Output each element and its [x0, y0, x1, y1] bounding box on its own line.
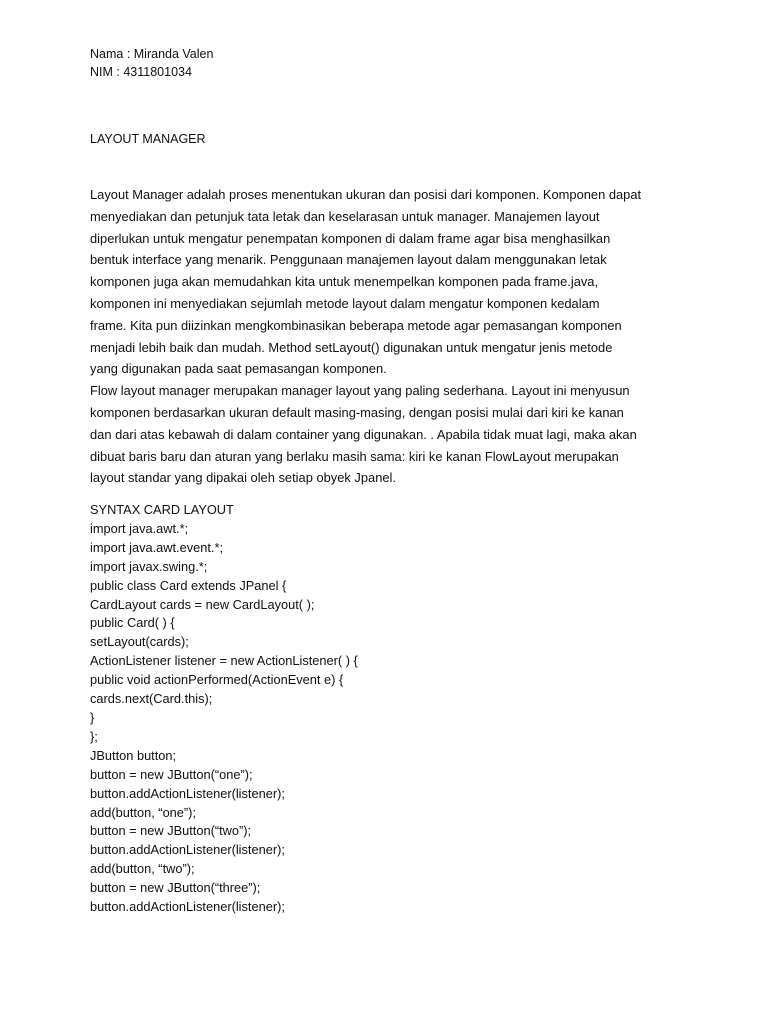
code-line: button.addActionListener(listener);	[90, 785, 285, 801]
paragraph-line: Flow layout manager merupakan manager layout yang paling sederhana. Layout ini menyusun	[90, 383, 630, 399]
code-line: button = new JButton(“one”);	[90, 766, 253, 782]
paragraph-line: komponen juga akan memudahkan kita untuk menempelkan komponen pada frame.java,	[90, 274, 599, 290]
document-content	[90, 45, 670, 915]
code-line: add(button, “one”);	[90, 804, 196, 820]
code-line: public class Card extends JPanel {	[90, 577, 287, 593]
code-line: import java.awt.event.*;	[90, 539, 224, 555]
code-line: button = new JButton(“three”);	[90, 880, 261, 896]
code-line: public Card( ) {	[90, 615, 175, 631]
code-line: ActionListener listener = new ActionListener( ) {	[90, 653, 358, 669]
paragraph-layout-manager	[90, 184, 670, 380]
code-line: button.addActionListener(listener);	[90, 842, 285, 858]
code-line: add(button, “two”);	[90, 861, 195, 877]
code-block	[90, 501, 358, 917]
code-line: button = new JButton(“two”);	[90, 823, 252, 839]
paragraph-line: menyediakan dan petunjuk tata letak dan keselarasan untuk manager. Manajemen layout	[90, 208, 600, 224]
paragraph-line: bentuk interface yang menarik. Penggunaan manajemen layout dalam menggunakan letak	[90, 252, 607, 268]
paragraph-line: dan dari atas kebawah di dalam container yang digunakan. . Apabila tidak muat lagi, maka akan	[90, 426, 637, 442]
code-line: import java.awt.*;	[90, 520, 189, 536]
body-text	[90, 184, 670, 489]
paragraph-flow-layout	[90, 380, 670, 489]
document-title: LAYOUT MANAGER	[90, 132, 206, 146]
code-line: }	[90, 709, 95, 725]
paragraph-line: menjadi lebih baik dan mudah. Method setLayout() digunakan untuk mengatur jenis metode	[90, 339, 613, 355]
paragraph-line: dibuat baris baru dan aturan yang berlaku masih sama: kiri ke kanan FlowLayout merupakan	[90, 448, 619, 464]
paragraph-line: diperlukan untuk mengatur penempatan komponen di dalam frame agar bisa menghasilkan	[90, 230, 611, 246]
paragraph-line: layout standar yang dipakai oleh setiap obyek Jpanel.	[90, 470, 397, 486]
code-line: };	[90, 728, 98, 744]
paragraph-line: Layout Manager adalah proses menentukan ukuran dan posisi dari komponen. Komponen dapat	[90, 187, 642, 202]
paragraph-line: komponen berdasarkan ukuran default masing-masing, dengan posisi mulai dari kiri ke kanan	[90, 404, 624, 420]
code-heading: SYNTAX CARD LAYOUT	[90, 502, 234, 517]
paragraph-line: frame. Kita pun diizinkan mengkombinasikan beberapa metode agar pemasangan komponen	[90, 317, 622, 333]
code-line: import javax.swing.*;	[90, 558, 208, 574]
paragraph-line: komponen ini menyediakan sejumlah metode layout dalam mengatur komponen kedalam	[90, 295, 600, 311]
code-line: setLayout(cards);	[90, 634, 189, 650]
code-line: cards.next(Card.this);	[90, 691, 213, 707]
code-line: button.addActionListener(listener);	[90, 899, 285, 915]
author-name: Nama : Miranda Valen	[90, 47, 214, 61]
author-info	[90, 45, 670, 81]
code-line: CardLayout cards = new CardLayout( );	[90, 596, 315, 612]
paragraph-line: yang digunakan pada saat pemasangan komponen.	[90, 361, 387, 377]
student-id: NIM : 4311801034	[90, 65, 192, 79]
code-line: public void actionPerformed(ActionEvent e) {	[90, 672, 344, 688]
code-line: JButton button;	[90, 747, 177, 763]
